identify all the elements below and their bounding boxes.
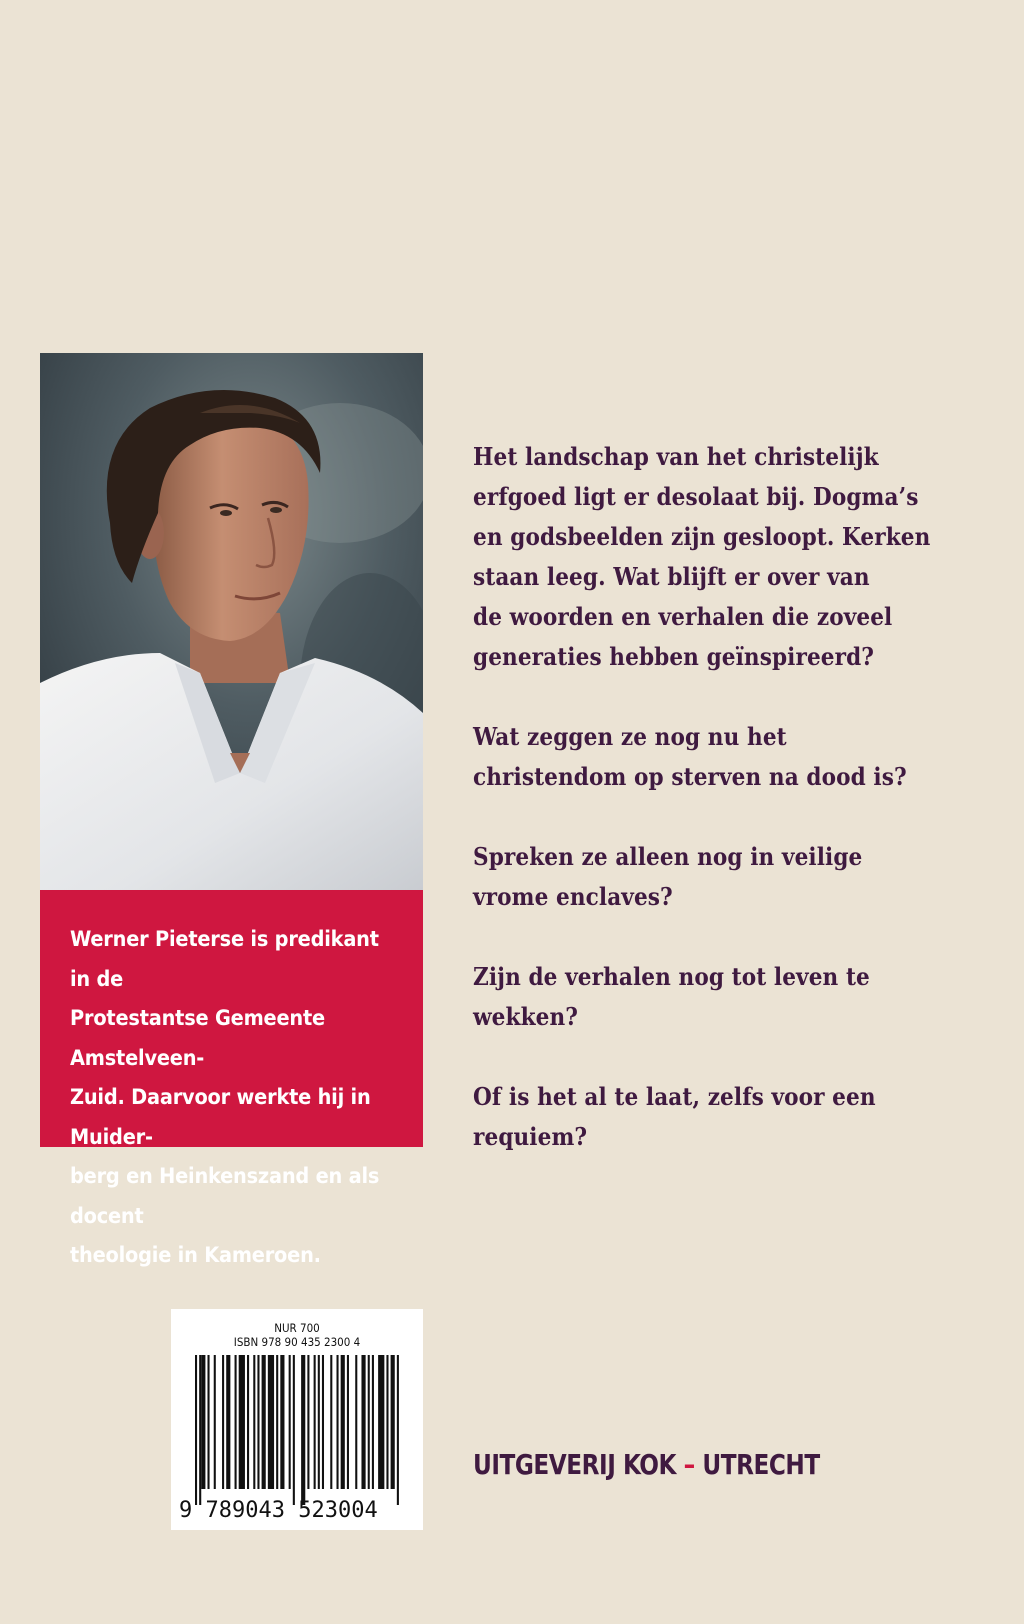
blurb-line: staan leeg. Wat blijft er over van — [473, 562, 870, 591]
author-bio-box — [40, 890, 423, 1268]
blurb-line: Of is het al te laat, zelfs voor een — [473, 1082, 876, 1111]
blurb-line: wekken? — [473, 1002, 579, 1031]
author-portrait-image — [40, 353, 423, 890]
author-bio-line: Werner Pieterse is predikant in de — [70, 927, 379, 992]
blurb-line: Wat zeggen ze nog nu het — [473, 722, 787, 751]
blurb-line: generaties hebben geïnspireerd? — [473, 642, 875, 671]
blurb-paragraph — [473, 437, 993, 677]
author-bio-line: berg en Heinkenszand en als docent — [70, 1164, 380, 1229]
barcode-digit-first: 9 — [179, 1498, 193, 1523]
blurb-line: en godsbeelden zijn gesloopt. Kerken — [473, 522, 931, 551]
publisher-city: UTRECHT — [702, 1448, 820, 1481]
author-bio — [70, 920, 397, 1276]
blurb-line: vrome enclaves? — [473, 882, 673, 911]
author-bio-line: Protestantse Gemeente Amstelveen- — [70, 1006, 325, 1071]
blurb-line: Het landschap van het christelijk — [473, 442, 879, 471]
blurb-line: Zijn de verhalen nog tot leven te — [473, 962, 870, 991]
blurb-line: Spreken ze alleen nog in veilige — [473, 842, 863, 871]
barcode-icon — [195, 1355, 401, 1505]
blurb-line: de woorden en verhalen die zoveel — [473, 602, 893, 631]
blurb-line: requiem? — [473, 1122, 588, 1151]
nur-code: NUR 700 — [274, 1321, 320, 1335]
isbn-barcode-panel — [171, 1309, 423, 1530]
blurb-paragraph — [473, 837, 993, 917]
barcode-digits-right: 523004 — [298, 1498, 378, 1523]
blurb-paragraph — [473, 1077, 993, 1157]
barcode-meta — [171, 1321, 423, 1349]
isbn-code: ISBN 978 90 435 2300 4 — [233, 1335, 361, 1349]
publisher-dash: – — [683, 1448, 695, 1481]
author-photo — [40, 353, 423, 890]
barcode-digits-left: 789043 — [205, 1498, 285, 1523]
blurb-line: erfgoed ligt er desolaat bij. Dogma’s — [473, 482, 919, 511]
author-bio-line: Zuid. Daarvoor werkte hij in Muider- — [70, 1085, 371, 1150]
publisher-imprint — [473, 1448, 820, 1482]
blurb-paragraph — [473, 957, 993, 1037]
barcode-digits — [179, 1498, 419, 1524]
blurb-paragraph — [473, 717, 993, 797]
book-blurb — [473, 437, 993, 1197]
publisher-name: UITGEVERIJ KOK — [473, 1448, 677, 1481]
author-bio-line: theologie in Kameroen. — [70, 1243, 321, 1268]
blurb-line: christendom op sterven na dood is? — [473, 762, 907, 791]
